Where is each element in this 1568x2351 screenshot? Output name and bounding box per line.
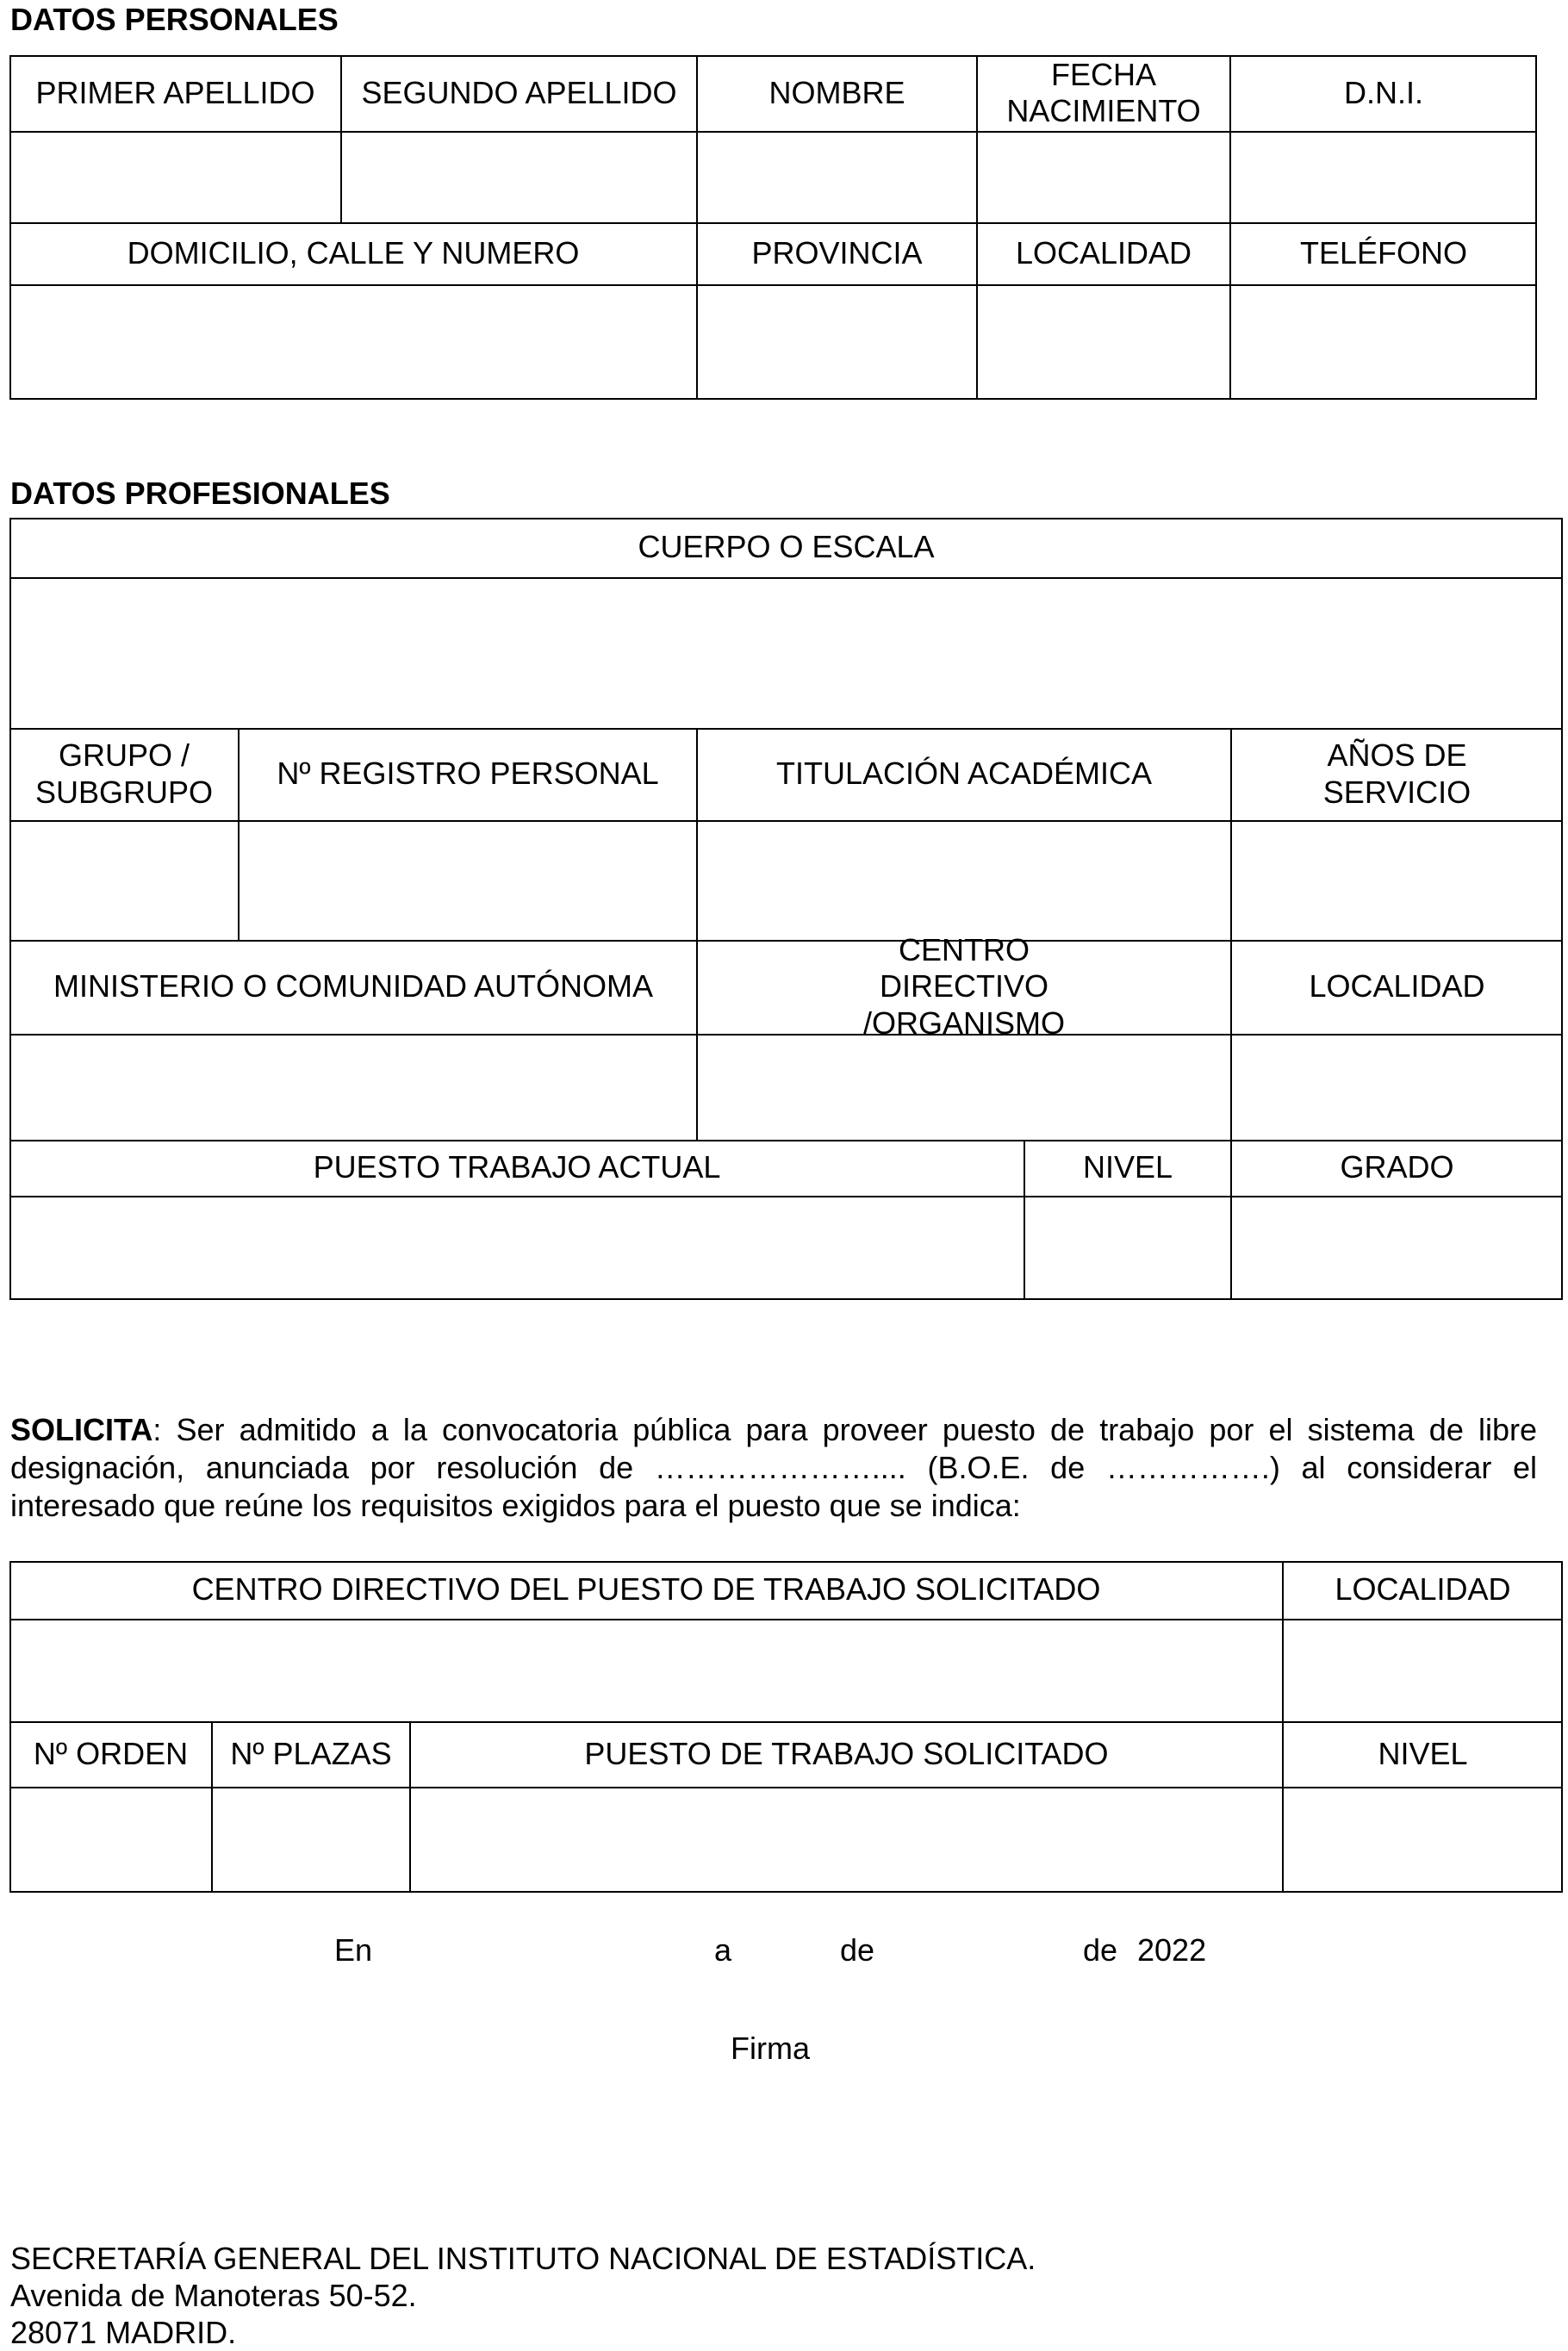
date-place-field[interactable]	[405, 1926, 698, 1969]
date-day-field[interactable]	[743, 1926, 837, 1969]
solicita-label: SOLICITA	[10, 1412, 153, 1447]
header-registro-personal: Nº REGISTRO PERSONAL	[277, 756, 659, 792]
header-cuerpo-escala: CUERPO O ESCALA	[638, 529, 935, 565]
anos-servicio-field[interactable]	[1231, 820, 1563, 940]
date-month-field[interactable]	[887, 1926, 1077, 1969]
header-localidad: LOCALIDAD	[1015, 234, 1192, 271]
date-a-label: a	[714, 1932, 732, 1968]
centro-puesto-solicitado-field[interactable]	[9, 1619, 1283, 1721]
titulacion-academica-field[interactable]	[697, 820, 1231, 940]
solicita-line-3: interesado que reúne los requisitos exigidos para el puesto que se indica:	[10, 1488, 1021, 1523]
puesto-solicitado-field[interactable]	[410, 1787, 1283, 1893]
solicita-paragraph	[10, 1411, 1537, 1525]
header-localidad-profesional: LOCALIDAD	[1309, 968, 1485, 1004]
header-domicilio: DOMICILIO, CALLE Y NUMERO	[127, 234, 580, 271]
header-centro-puesto-solicitado: CENTRO DIRECTIVO DEL PUESTO DE TRABAJO SOLICITADO	[191, 1571, 1101, 1608]
header-nivel-solicitado: NIVEL	[1378, 1735, 1468, 1771]
header-localidad-solicitada: LOCALIDAD	[1335, 1571, 1511, 1608]
firma-label: Firma	[731, 2031, 810, 2066]
header-telefono: TELÉFONO	[1299, 234, 1468, 271]
header-centro-directivo: CENTRO DIRECTIVO /ORGANISMO	[862, 931, 1066, 1041]
header-primer-apellido: PRIMER APELLIDO	[35, 74, 315, 110]
signature-field[interactable]	[517, 2076, 1034, 2205]
nivel-solicitado-field[interactable]	[1283, 1787, 1563, 1893]
segundo-apellido-field[interactable]	[341, 131, 697, 222]
header-grupo-subgrupo: GRUPO / SUBGRUPO	[34, 737, 214, 810]
date-year: 2022	[1137, 1932, 1207, 1968]
grado-field[interactable]	[1231, 1196, 1563, 1300]
header-nivel: NIVEL	[1082, 1149, 1173, 1185]
header-grado: GRADO	[1340, 1149, 1454, 1185]
fecha-nacimiento-field[interactable]	[977, 131, 1230, 222]
domicilio-field[interactable]	[9, 284, 697, 400]
address-line-3: 28071 MADRID.	[10, 2315, 237, 2350]
localidad-profesional-field[interactable]	[1231, 1034, 1563, 1140]
address-line-2: Avenida de Manoteras 50-52.	[10, 2278, 417, 2313]
header-provincia: PROVINCIA	[751, 234, 923, 271]
header-numero-orden: Nº ORDEN	[33, 1735, 189, 1771]
header-nombre: NOMBRE	[768, 74, 905, 110]
header-titulacion-academica: TITULACIÓN ACADÉMICA	[775, 756, 1153, 792]
address-block	[10, 2240, 1036, 2351]
provincia-field[interactable]	[697, 284, 977, 400]
puesto-actual-field[interactable]	[9, 1196, 1024, 1300]
header-segundo-apellido: SEGUNDO APELLIDO	[361, 74, 677, 110]
registro-personal-field[interactable]	[239, 820, 697, 940]
grupo-subgrupo-field[interactable]	[9, 820, 239, 940]
localidad-field[interactable]	[977, 284, 1230, 400]
section-heading-professional: DATOS PROFESIONALES	[10, 476, 390, 511]
date-de-label-2: de	[1083, 1932, 1118, 1968]
telefono-field[interactable]	[1230, 284, 1537, 400]
header-ministerio: MINISTERIO O COMUNIDAD AUTÓNOMA	[53, 968, 654, 1004]
header-fecha-nacimiento: FECHA NACIMIENTO	[1006, 56, 1201, 128]
date-de-label-1: de	[840, 1932, 875, 1968]
header-puesto-solicitado: PUESTO DE TRABAJO SOLICITADO	[584, 1735, 1109, 1771]
header-numero-plazas: Nº PLAZAS	[230, 1735, 392, 1771]
ministerio-field[interactable]	[9, 1034, 697, 1140]
numero-orden-field[interactable]	[9, 1787, 212, 1893]
header-dni: D.N.I.	[1343, 74, 1423, 110]
cuerpo-escala-field[interactable]	[9, 577, 1563, 728]
nivel-field[interactable]	[1024, 1196, 1231, 1300]
primer-apellido-field[interactable]	[9, 131, 341, 222]
localidad-solicitada-field[interactable]	[1283, 1619, 1563, 1721]
numero-plazas-field[interactable]	[212, 1787, 410, 1893]
section-heading-personal: DATOS PERSONALES	[10, 2, 339, 37]
date-en-label: En	[334, 1932, 373, 1968]
solicita-line-1: SOLICITA: Ser admitido a la convocatoria pública para proveer puesto de trabajo por el sistema de libre	[10, 1412, 1537, 1447]
header-puesto-actual: PUESTO TRABAJO ACTUAL	[313, 1149, 721, 1185]
dni-field[interactable]	[1230, 131, 1537, 222]
address-line-1: SECRETARÍA GENERAL DEL INSTITUTO NACIONAL DE ESTADÍSTICA.	[10, 2241, 1036, 2276]
solicita-line-2: designación, anunciada por resolución de ………………….... (B.O.E. de …………….) al considerar el	[10, 1450, 1537, 1485]
centro-directivo-field[interactable]	[697, 1034, 1231, 1140]
nombre-field[interactable]	[697, 131, 977, 222]
header-anos-servicio: AÑOS DE SERVICIO	[1322, 737, 1472, 810]
